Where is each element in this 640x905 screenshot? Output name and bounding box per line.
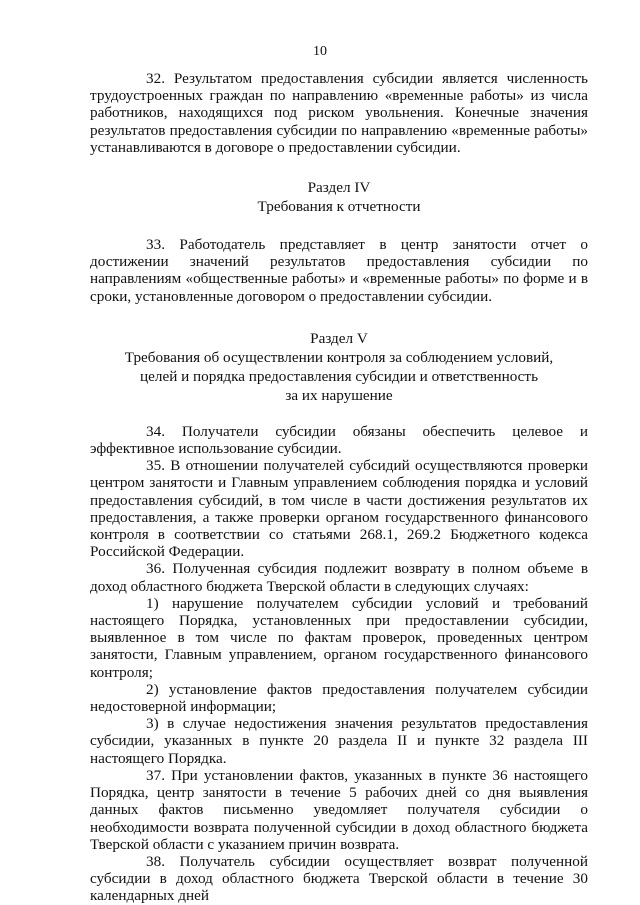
paragraph-32: 32. Результатом предоставления субсидии является численность трудоустроенных граждан по направлению «временные работы» из числа работников, находящихся под риском увольнения. Конечные значения результатов предоставления субсидии по направлению «временные работы» устанавливаются в договоре о предоставлении субсидии. — [90, 70, 588, 156]
paragraph-36-item-2: 2) установление фактов предоставления получателем субсидии недостоверной информации; — [90, 680, 588, 716]
paragraph-36: 36. Полученная субсидия подлежит возврату в полном объеме в доход областного бюджета Тверской области в следующих случаях: — [90, 560, 588, 595]
paragraph-33: 33. Работодатель представляет в центр занятости отчет о достижении значений результатов предоставления субсидии по направлениям «общественные работы» и «временные работы» по форме и в сроки, установленные договором о предоставлении субсидии. — [90, 236, 588, 305]
page-number: 10 — [313, 44, 327, 59]
section-5-title-line: Требования об осуществлении контроля за соблюдением условий, — [124, 348, 554, 366]
document-body — [90, 70, 588, 905]
paragraph-35: 35. В отношении получателей субсидий осуществляются проверки центром занятости и Главным управлением соблюдения порядка и условий предоставления субсидий, в том числе в части достижения результатов их предоставления, а также проверки органом государственного финансового контроля в соответствии со статьями 268.1, 269.2 Бюджетного кодекса Российской Федерации. — [90, 457, 588, 561]
paragraph-34: 34. Получатели субсидии обязаны обеспечить целевое и эффективное использование субсидии. — [90, 422, 588, 458]
section-4-title: Требования к отчетности — [257, 198, 421, 216]
section-5-heading: Раздел V — [310, 329, 368, 347]
paragraph-37: 37. При установлении фактов, указанных в пункте 36 настоящего Порядка, центр занятости в течение 5 рабочих дней со дня выявления данных фактов письменно уведомляет получателя субсидии о необходимости возврата полученной субсидии в доход областного бюджета Тверской области с указанием причин возврата. — [90, 766, 588, 853]
section-4-header — [90, 178, 588, 216]
section-5-title-line: целей и порядка предоставления субсидии и ответственность — [140, 367, 538, 385]
paragraph-38: 38. Получатель субсидии осуществляет возврат полученной субсидии в доход областного бюджета Тверской области в течение 30 календарных дней — [90, 852, 588, 905]
paragraph-36-item-3: 3) в случае недостижения значения результатов предоставления субсидии, указанных в пункте 20 раздела II и пункте 32 раздела III настоящего Порядка. — [90, 715, 588, 767]
paragraph-36-item-1: 1) нарушение получателем субсидии условий и требований настоящего Порядка, установленных при предоставлении субсидии, выявленное в том числе по фактам проверок, проведенных центром занятости, Главным управлением, органом государственного финансового контроля; — [90, 594, 588, 681]
section-5-header — [90, 329, 588, 405]
section-5-title-line: за их нарушение — [285, 386, 393, 404]
section-4-heading: Раздел IV — [307, 179, 371, 197]
